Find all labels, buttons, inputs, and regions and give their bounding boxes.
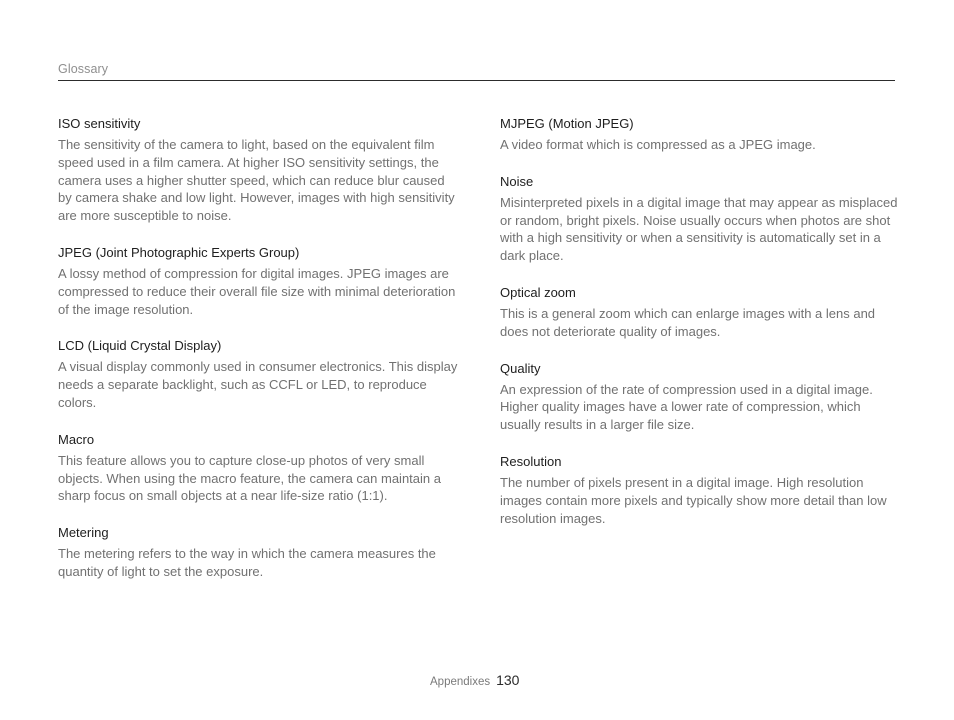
glossary-term: JPEG (Joint Photographic Experts Group)	[58, 244, 300, 260]
glossary-entry-resolution	[500, 454, 900, 527]
glossary-left-column	[58, 116, 458, 581]
glossary-term: Noise	[500, 173, 534, 189]
glossary-right-column	[500, 116, 900, 527]
glossary-definition: The sensitivity of the camera to light, based on the equivalent film speed used in a film camera. At higher ISO sensitivity settings, the camera uses a higher shutter speed, which can reduce blur caused by camera shake and low light. However, images with high sensitivity are more susceptible to noise.	[58, 137, 455, 224]
glossary-definition: The metering refers to the way in which the camera measures the quantity of light to set the exposure.	[58, 546, 436, 579]
glossary-definition: The number of pixels present in a digital image. High resolution images contain more pixels and typically show more detail than low resolution images.	[500, 474, 887, 526]
page-section-title: Glossary	[58, 62, 109, 76]
glossary-entry-iso-sensitivity	[58, 116, 458, 225]
glossary-definition: A lossy method of compression for digital images. JPEG images are compressed to reduce their overall file size with minimal deterioration of the image resolution.	[58, 265, 456, 317]
glossary-entry-lcd	[58, 338, 458, 411]
glossary-term: Quality	[500, 360, 541, 376]
glossary-term: LCD (Liquid Crystal Display)	[58, 338, 222, 354]
glossary-term: Metering	[58, 525, 109, 541]
footer-section-label: Appendixes	[430, 676, 491, 688]
glossary-term: Macro	[58, 431, 95, 447]
glossary-term: Resolution	[500, 453, 562, 469]
glossary-term: MJPEG (Motion JPEG)	[500, 116, 634, 131]
footer-content	[430, 672, 519, 690]
glossary-definition: A video format which is compressed as a JPEG image.	[500, 137, 816, 152]
glossary-definition: Misinterpreted pixels in a digital image that may appear as misplaced or random, bright pixels. Noise usually occurs when photos are shot with a high sensitivity or when a sensitivity is automatically set in a dark place.	[500, 194, 898, 264]
glossary-definition: This feature allows you to capture close-up photos of very small objects. When using the macro feature, the camera can maintain a sharp focus on small objects at a near life-size ratio (1:1).	[58, 452, 441, 504]
header-divider	[58, 80, 895, 81]
glossary-definition: This is a general zoom which can enlarge images with a lens and does not deteriorate quality of images.	[500, 305, 876, 339]
glossary-entry-metering	[58, 525, 458, 581]
page-number: 130	[496, 672, 520, 688]
glossary-entry-jpeg	[58, 245, 458, 318]
glossary-definition: A visual display commonly used in consumer electronics. This display needs a separate backlight, such as CCFL or LED, to reproduce colors.	[58, 359, 458, 410]
glossary-entry-mjpeg	[500, 116, 900, 154]
glossary-entry-noise	[500, 174, 900, 265]
glossary-entry-macro	[58, 432, 458, 505]
glossary-term: ISO sensitivity	[58, 116, 141, 131]
glossary-entry-optical-zoom	[500, 285, 900, 341]
glossary-term: Optical zoom	[500, 284, 576, 300]
glossary-definition: An expression of the rate of compression used in a digital image. Higher quality images have a lower rate of compression, which usually results in a larger file size.	[500, 381, 873, 433]
glossary-entry-quality	[500, 361, 900, 434]
